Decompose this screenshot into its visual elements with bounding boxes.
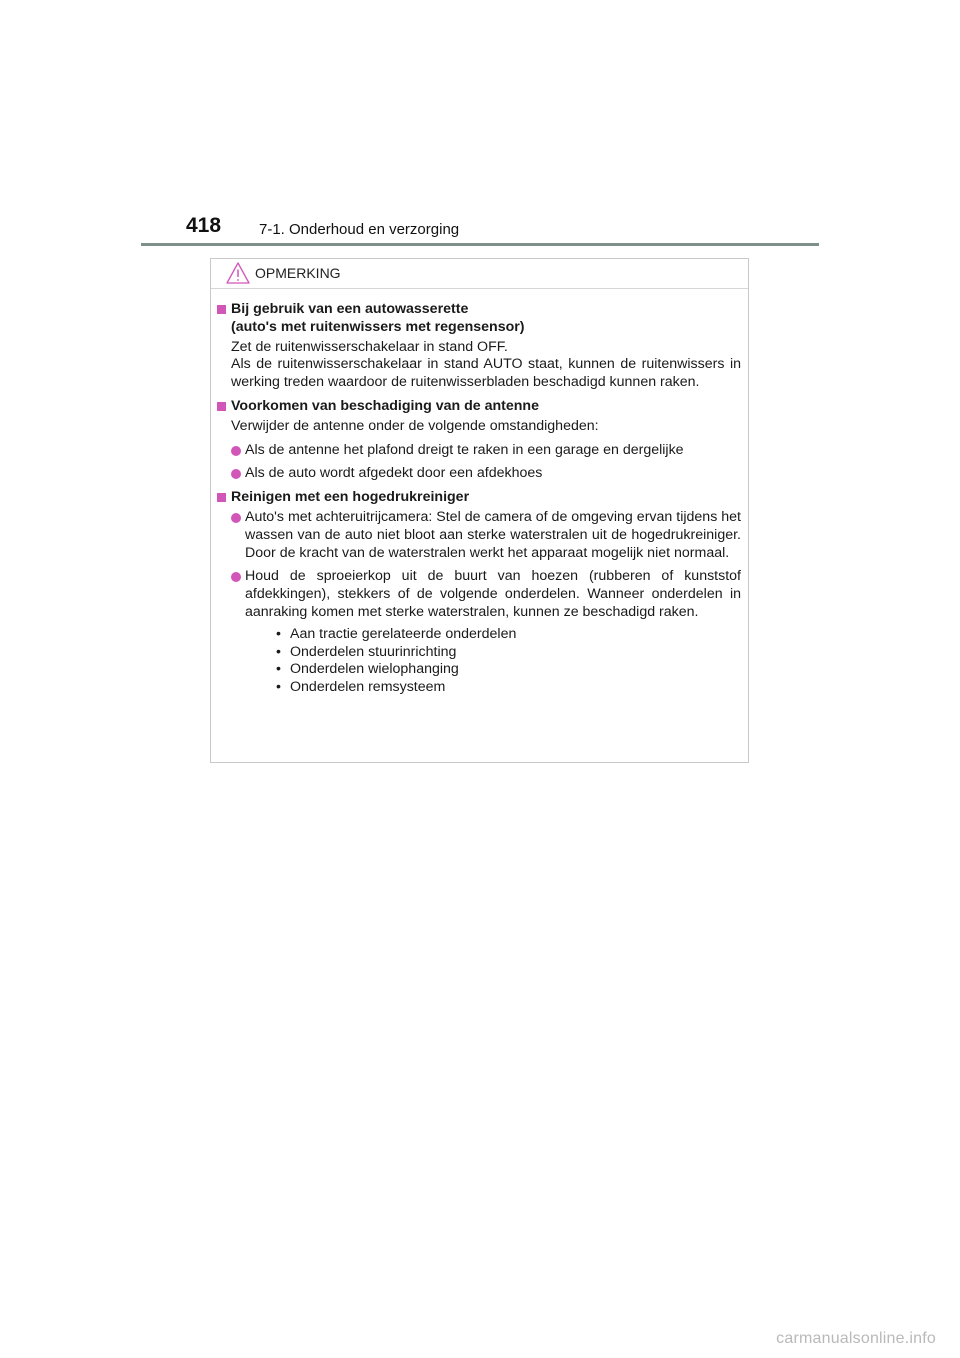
- sub-list-item: • Onderdelen stuurinrichting: [276, 643, 457, 660]
- section-heading: [217, 301, 741, 337]
- section-heading: Reinigen met een hogedrukreiniger: [217, 489, 741, 507]
- section-title: 7-1. Onderhoud en verzorging: [259, 221, 460, 238]
- sub-list: [245, 626, 741, 697]
- note-header: [211, 259, 748, 289]
- section-heading: Voorkomen van beschadiging van de antenne: [217, 398, 741, 416]
- round-bullet-icon: [231, 513, 241, 523]
- sub-list-item: • Onderdelen remsysteem: [276, 679, 446, 696]
- bullet-with-sublist: Houd de sproeierkop uit de buurt van hoezen (rubberen of kunststof afdekkingen), stekkers of de volgende onderdelen. Wanneer onderdelen in aanraking komen met sterke waterstralen, kunnen ze beschadigd raken. • Aan tractie gerelateerde onderdelen • Onderdelen stuurinrichting • Onderdelen wielophanging • Onderdelen remsysteem: [245, 568, 741, 696]
- round-bullet-icon: [231, 469, 241, 479]
- paragraph: Verwijder de antenne onder de volgende omstandigheden:: [231, 417, 599, 434]
- square-bullet-icon: [217, 493, 226, 502]
- note-title: OPMERKING: [255, 265, 341, 281]
- footer-watermark: carmanualsonline.info: [776, 1330, 936, 1347]
- page-number: 418: [186, 214, 222, 237]
- list-item: [217, 568, 741, 697]
- sub-list-item: • Aan tractie gerelateerde onderdelen: [276, 625, 517, 642]
- square-bullet-icon: [217, 305, 226, 314]
- paragraph: Zet de ruitenwisserschakelaar in stand OFF. Als de ruitenwisserschakelaar in stand AUTO staat, kunnen de ruitenwissers in werking treden waardoor de ruitenwisserbladen beschadigd kunnen raken.: [231, 338, 741, 391]
- sub-list-item: • Onderdelen wielophanging: [276, 661, 459, 678]
- list-item: Auto's met achteruitrijcamera: Stel de camera of de omgeving ervan tijdens het wassen van de auto niet bloot aan sterke waterstralen uit de hogedrukreiniger. Door de kracht van de waterstralen werkt het apparaat mogelijk niet normaal.: [217, 509, 741, 562]
- note-box: [210, 258, 749, 763]
- square-bullet-icon: [217, 402, 226, 411]
- warning-triangle-icon: [225, 261, 251, 285]
- header-rule: [141, 243, 819, 246]
- round-bullet-icon: [231, 572, 241, 582]
- list-item: Als de antenne het plafond dreigt te raken in een garage en dergelijke: [217, 442, 741, 460]
- note-body: [211, 289, 748, 697]
- list-item: Als de auto wordt afgedekt door een afdekhoes: [217, 465, 741, 483]
- round-bullet-icon: [231, 446, 241, 456]
- heading-text: Bij gebruik van een autowasserette (auto's met ruitenwissers met regensensor): [231, 301, 525, 335]
